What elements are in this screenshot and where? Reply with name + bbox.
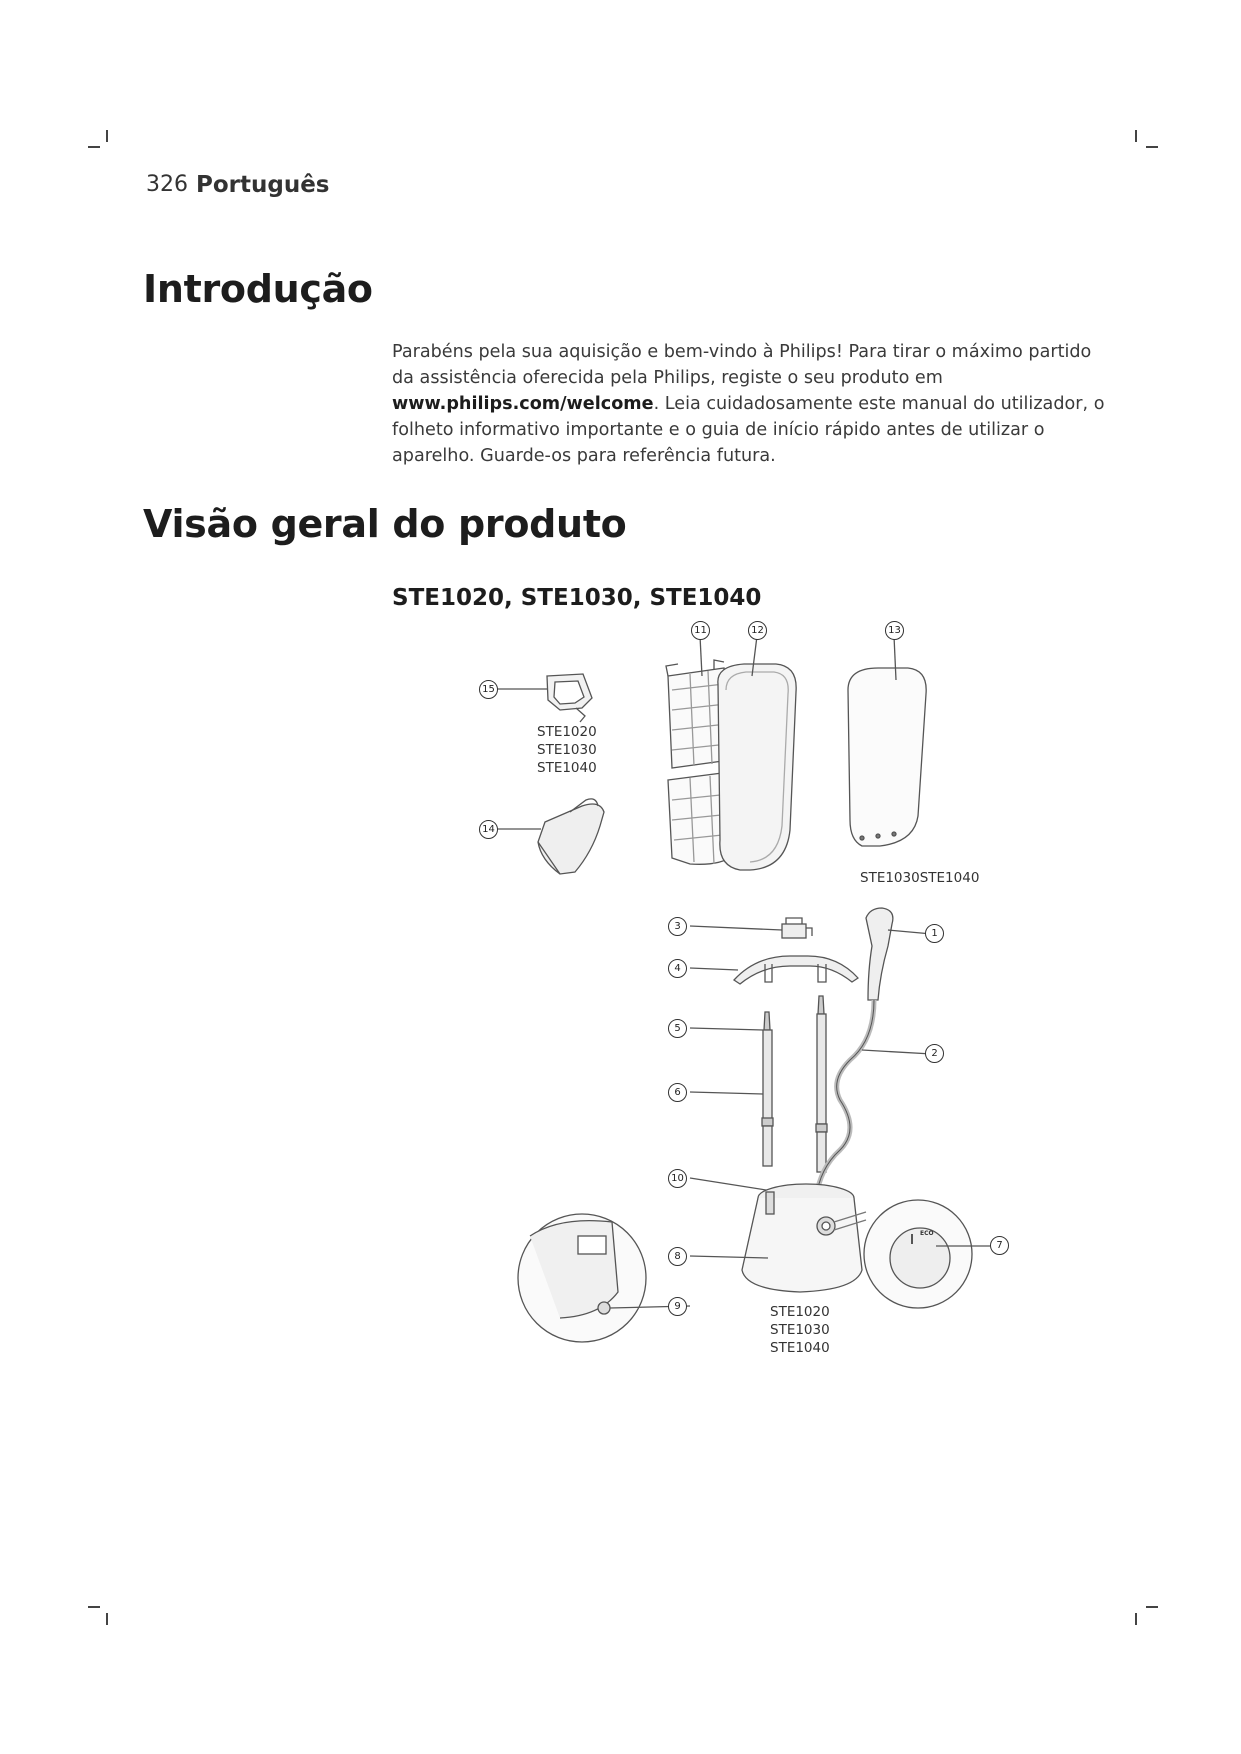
model-label: STE1040 bbox=[537, 760, 597, 776]
model-list-board: STE1030STE1040 bbox=[860, 870, 980, 886]
dial-eco-label: ECO bbox=[920, 1230, 934, 1237]
callout-9: 9 bbox=[668, 1297, 687, 1316]
model-label: STE1030 bbox=[770, 1322, 830, 1338]
steamer-handle-and-hose bbox=[816, 908, 893, 1198]
board-cover bbox=[718, 664, 796, 870]
board-sleeve bbox=[848, 668, 926, 846]
intro-text-end: . Leia cuidadosamente este manual do utilizador, o folheto informativo importante e o guia de início rápido antes de utilizar o aparelho. Guarde-os para referência futura. bbox=[392, 394, 1105, 466]
callout-6: 6 bbox=[668, 1083, 687, 1102]
intro-text-start: Parabéns pela sua aquisição e bem-vindo à Philips! Para tirar o máximo partido da assistência oferecida pela Philips, registe o seu produto em bbox=[392, 342, 1092, 388]
callout-14: 14 bbox=[479, 820, 498, 839]
hanger-hook bbox=[782, 918, 812, 938]
protective-glove bbox=[538, 799, 604, 874]
welcome-link[interactable]: www.philips.com/welcome bbox=[392, 394, 654, 414]
models-heading: STE1020, STE1030, STE1040 bbox=[392, 585, 762, 611]
model-list-base bbox=[770, 1303, 830, 1357]
callout-13: 13 bbox=[885, 621, 904, 640]
callout-11: 11 bbox=[691, 621, 710, 640]
garment-hanger bbox=[734, 956, 858, 984]
base-detail-zoom bbox=[518, 1214, 646, 1342]
intro-title: Introdução bbox=[143, 267, 373, 311]
model-label: STE1020 bbox=[770, 1304, 830, 1320]
page-language: Português bbox=[196, 172, 330, 198]
model-list-accessories bbox=[537, 723, 597, 777]
overview-title: Visão geral do produto bbox=[143, 502, 627, 546]
callout-7: 7 bbox=[990, 1236, 1009, 1255]
water-tank-base bbox=[742, 1184, 862, 1292]
callout-10: 10 bbox=[668, 1169, 687, 1188]
model-label: STE1030 bbox=[537, 742, 597, 758]
callout-8: 8 bbox=[668, 1247, 687, 1266]
callout-12: 12 bbox=[748, 621, 767, 640]
callout-2: 2 bbox=[925, 1044, 944, 1063]
callout-15: 15 bbox=[479, 680, 498, 699]
callout-4: 4 bbox=[668, 959, 687, 978]
steam-brush-ring bbox=[547, 674, 592, 722]
pole-sections bbox=[762, 996, 827, 1172]
page-number: 326 bbox=[146, 172, 188, 197]
callout-1: 1 bbox=[925, 924, 944, 943]
model-label: STE1040 bbox=[770, 1340, 830, 1356]
callout-3: 3 bbox=[668, 917, 687, 936]
model-label: STE1020 bbox=[537, 724, 597, 740]
callout-5: 5 bbox=[668, 1019, 687, 1038]
